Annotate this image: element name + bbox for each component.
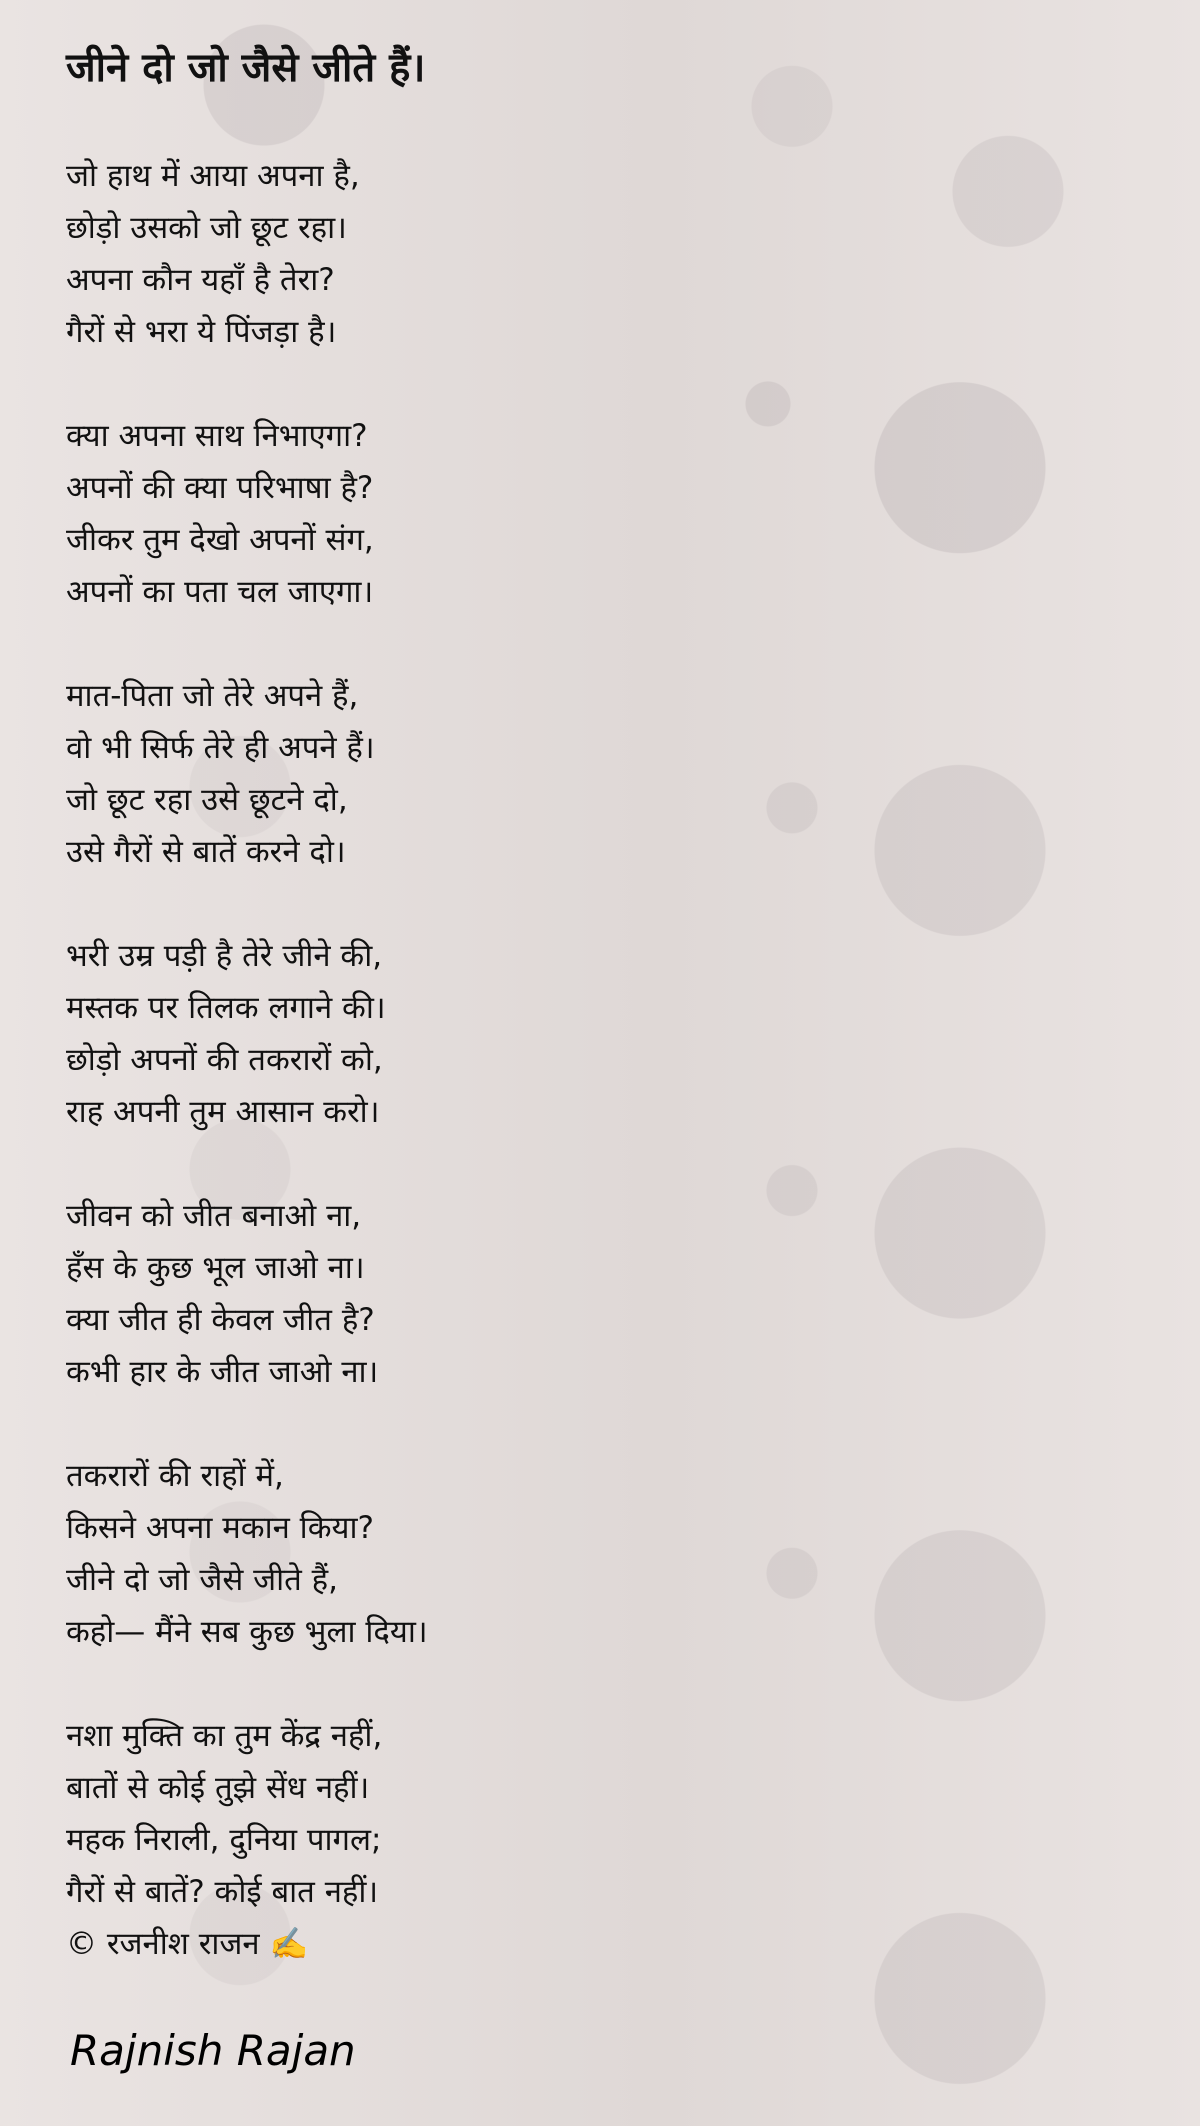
- poem-line: किसने अपना मकान किया?: [66, 1510, 374, 1546]
- poem-line: तकरारों की राहों में,: [66, 1458, 284, 1494]
- stanza: [66, 1190, 966, 1398]
- stanza: [66, 1710, 966, 1970]
- poem-line: मात-पिता जो तेरे अपने हैं,: [66, 678, 359, 714]
- poem-line: छोड़ो उसको जो छूट रहा।: [66, 210, 347, 246]
- poem-line: जो छूट रहा उसे छूटने दो,: [66, 782, 348, 818]
- stanza: [66, 670, 966, 878]
- poem-line: जो हाथ में आया अपना है,: [66, 158, 360, 194]
- poem-title: जीने दो जो जैसे जीते हैं।: [66, 45, 426, 91]
- poem-line: बातों से कोई तुझे सेंध नहीं।: [66, 1770, 370, 1806]
- poem-line: अपनों की क्या परिभाषा है?: [66, 470, 374, 506]
- poem-line: गैरों से भरा ये पिंजड़ा है।: [66, 314, 337, 350]
- poem-line: भरी उम्र पड़ी है तेरे जीने की,: [66, 938, 383, 974]
- poem-line: क्या जीत ही केवल जीत है?: [66, 1302, 375, 1338]
- poem-line: महक निराली, दुनिया पागल;: [66, 1822, 382, 1858]
- poem-line: राह अपनी तुम आसान करो।: [66, 1094, 380, 1130]
- stanza: [66, 930, 966, 1138]
- poem-line: छोड़ो अपनों की तकरारों को,: [66, 1042, 383, 1078]
- poem-line: जीवन को जीत बनाओ ना,: [66, 1198, 362, 1234]
- poem-line: कहो— मैंने सब कुछ भुला दिया।: [66, 1614, 428, 1650]
- poem-line: वो भी सिर्फ तेरे ही अपने हैं।: [66, 730, 375, 766]
- poem-line: उसे गैरों से बातें करने दो।: [66, 834, 346, 870]
- poem-line: कभी हार के जीत जाओ ना।: [66, 1354, 379, 1390]
- poem-line: हँस के कुछ भूल जाओ ना।: [66, 1250, 365, 1286]
- stanza: [66, 410, 966, 618]
- poem-line: मस्तक पर तिलक लगाने की।: [66, 990, 386, 1026]
- poem-body: [66, 150, 966, 1970]
- poem-line: नशा मुक्ति का तुम केंद्र नहीं,: [66, 1718, 383, 1754]
- poem-line: अपनों का पता चल जाएगा।: [66, 574, 374, 610]
- poem-line: जीने दो जो जैसे जीते हैं,: [66, 1562, 339, 1598]
- author-name: Rajnish Rajan: [70, 2026, 356, 2075]
- copyright-line: © रजनीश राजन ✍️: [66, 1926, 309, 1962]
- poem-line: गैरों से बातें? कोई बात नहीं।: [66, 1874, 379, 1910]
- poem-line: अपना कौन यहाँ है तेरा?: [66, 262, 335, 298]
- stanza: [66, 1450, 966, 1658]
- poem-line: क्या अपना साथ निभाएगा?: [66, 418, 368, 454]
- stanza: [66, 150, 966, 358]
- poem-line: जीकर तुम देखो अपनों संग,: [66, 522, 374, 558]
